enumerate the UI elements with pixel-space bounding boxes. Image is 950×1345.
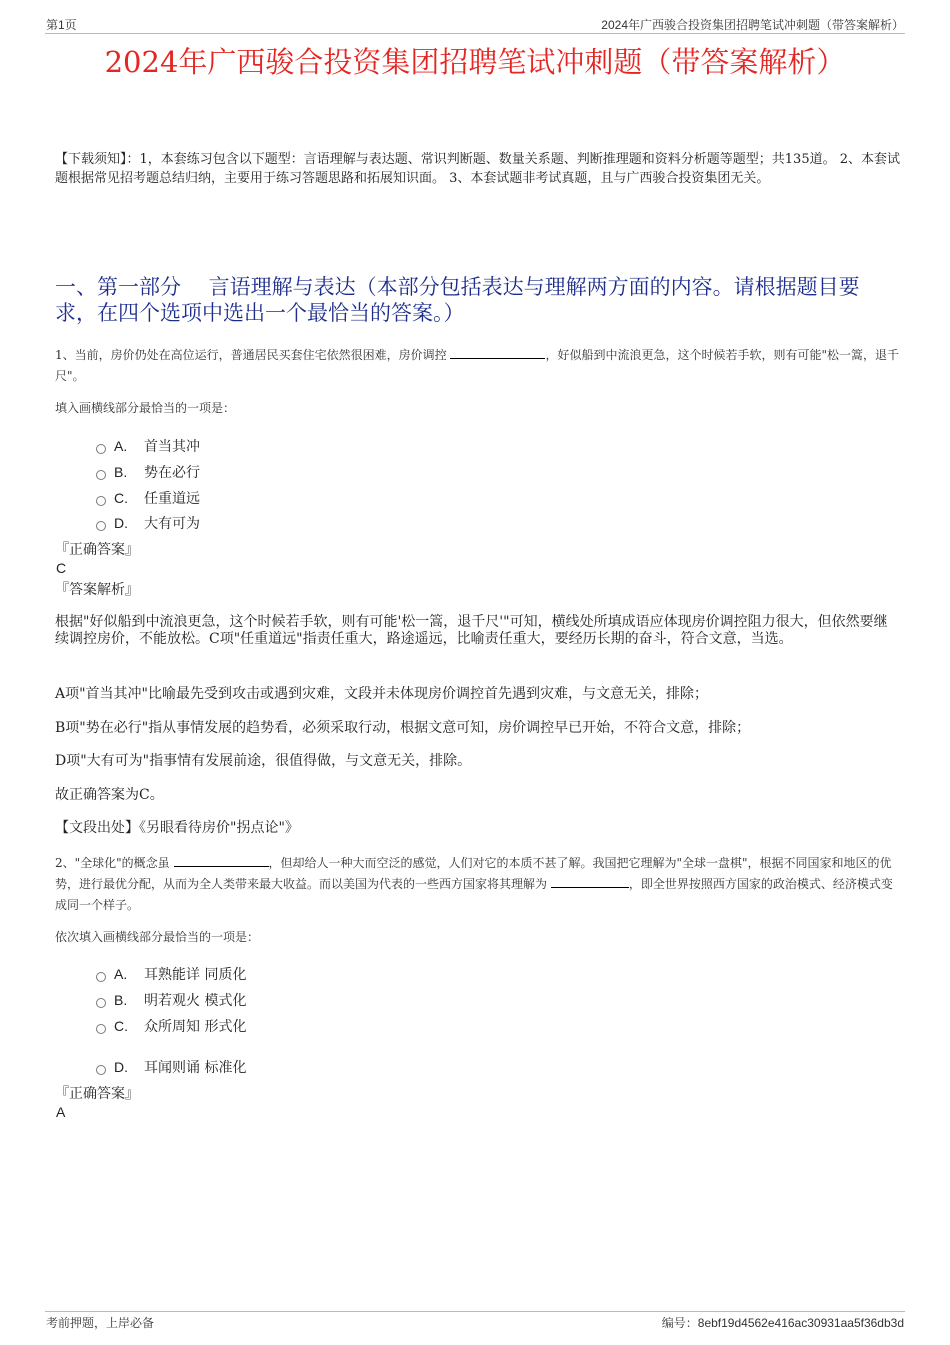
answer-value: C [56,560,67,576]
radio-icon[interactable] [96,470,106,480]
stem-text: ，即全世界按照西方国家的政治模式、经济模式变成同一个样子。 [55,877,893,912]
option-text: 耳熟能详 同质化 [144,967,247,983]
analysis-paragraph: A项"首当其冲"比喻最先受到攻击或遇到灾难，文段并未体现房价调控首先遇到灾难，与文意无关，排除； [55,686,708,702]
source-citation: 【文段出处】《另眼看待房价"拐点论"》 [55,820,299,836]
header-rule [45,33,905,34]
option-letter: D. [114,515,128,531]
radio-icon[interactable] [96,1065,106,1075]
option-b[interactable] [96,990,246,1010]
option-letter: A. [114,438,128,454]
question-2-prompt: 依次填入画横线部分最恰当的一项是： [55,930,260,944]
footer-slogan: 考前押题，上岸必备 [46,1316,155,1330]
option-letter: B. [114,992,128,1008]
analysis-paragraph: 故正确答案为C。 [55,787,164,803]
analysis-paragraph: B项"势在必行"指从事情发展的趋势看，必须采取行动，根据文意可知，房价调控早已开始，不符合文意，排除； [55,720,751,736]
radio-icon[interactable] [96,444,106,454]
option-text: 首当其冲 [144,439,200,455]
answer-label: 『正确答案』 [55,1086,139,1102]
radio-icon[interactable] [96,972,106,982]
running-header: 2024年广西骏合投资集团招聘笔试冲刺题（带答案解析） [601,18,904,32]
analysis-label: 『答案解析』 [55,582,139,598]
stem-text: ，但却给人一种大而空泛的感觉，人们对它的本质不甚了解。我国把它理解为"全球一盘棋"，根据不同国家和地区的优势，进行最优分配，从而为全人类带来最大收益。而以美国为代表的一些西方国家将其理解为 [55,856,892,891]
stem-text: 2、"全球化"的概念虽 [55,856,170,870]
question-2-stem [55,853,900,916]
page-number: 第1页 [46,18,77,32]
option-text: 势在必行 [144,465,200,481]
blank-line [551,877,629,888]
option-d[interactable] [96,1057,246,1077]
analysis-paragraph: D项"大有可为"指事情有发展前途，很值得做，与文意无关，排除。 [55,753,472,769]
option-letter: C. [114,490,128,506]
answer-label: 『正确答案』 [55,542,139,558]
option-letter: C. [114,1018,128,1034]
stem-text: ，好似船到中流浪更急，这个时候若手软，则有可能"松一篙，退千尺"。 [55,348,899,383]
option-a[interactable] [96,964,246,984]
option-d[interactable] [96,513,200,533]
option-letter: B. [114,464,128,480]
option-text: 任重道远 [144,491,200,507]
option-letter: A. [114,966,128,982]
option-text: 大有可为 [144,516,200,532]
question-1-prompt: 填入画横线部分最恰当的一项是： [55,401,236,415]
option-text: 明若观火 模式化 [144,993,247,1009]
radio-icon[interactable] [96,496,106,506]
option-b[interactable] [96,462,200,482]
option-letter: D. [114,1059,128,1075]
document-id: 编号：8ebf19d4562e416ac30931aa5f36db3d [661,1316,904,1330]
question-1-stem [55,345,900,387]
option-a[interactable] [96,436,200,456]
stem-text: 1、当前，房价仍处在高位运行，普通居民买套住宅依然很困难，房价调控 [55,348,447,362]
radio-icon[interactable] [96,521,106,531]
download-notice: 【下载须知】：1，本套练习包含以下题型：言语理解与表达题、常识判断题、数量关系题、判断推理题和资料分析题等题型；共135道。 2、本套试题根据常见招考题总结归纳，主要用于练习答题思路和拓展知识面。 3、本套试题非考试真题，且与广西骏合投资集团无关。 [55,152,900,186]
blank-line [174,856,269,867]
option-c[interactable] [96,488,200,508]
radio-icon[interactable] [96,998,106,1008]
analysis-paragraph: 根据"好似船到中流浪更急，这个时候若手软，则有可能'松一篙，退千尺'"可知，横线处所填成语应体现房价调控阻力很大，但依然要继续调控房价，不能放松。C项"任重道远"指责任重大，路途遥远，比喻责任重大，要经历长期的奋斗，符合文意，当选。 [55,614,888,647]
page-title: 2024年广西骏合投资集团招聘笔试冲刺题（带答案解析） [104,45,846,79]
blank-line [450,348,545,359]
option-text: 耳闻则诵 标准化 [144,1060,247,1076]
option-c[interactable] [96,1016,246,1036]
radio-icon[interactable] [96,1024,106,1034]
footer-rule [45,1311,905,1312]
section-heading: 一、第一部分 言语理解与表达（本部分包括表达与理解两方面的内容。请根据题目要求，在四个选项中选出一个最恰当的答案。） [55,275,860,325]
option-text: 众所周知 形式化 [144,1019,247,1035]
answer-value: A [56,1104,66,1120]
